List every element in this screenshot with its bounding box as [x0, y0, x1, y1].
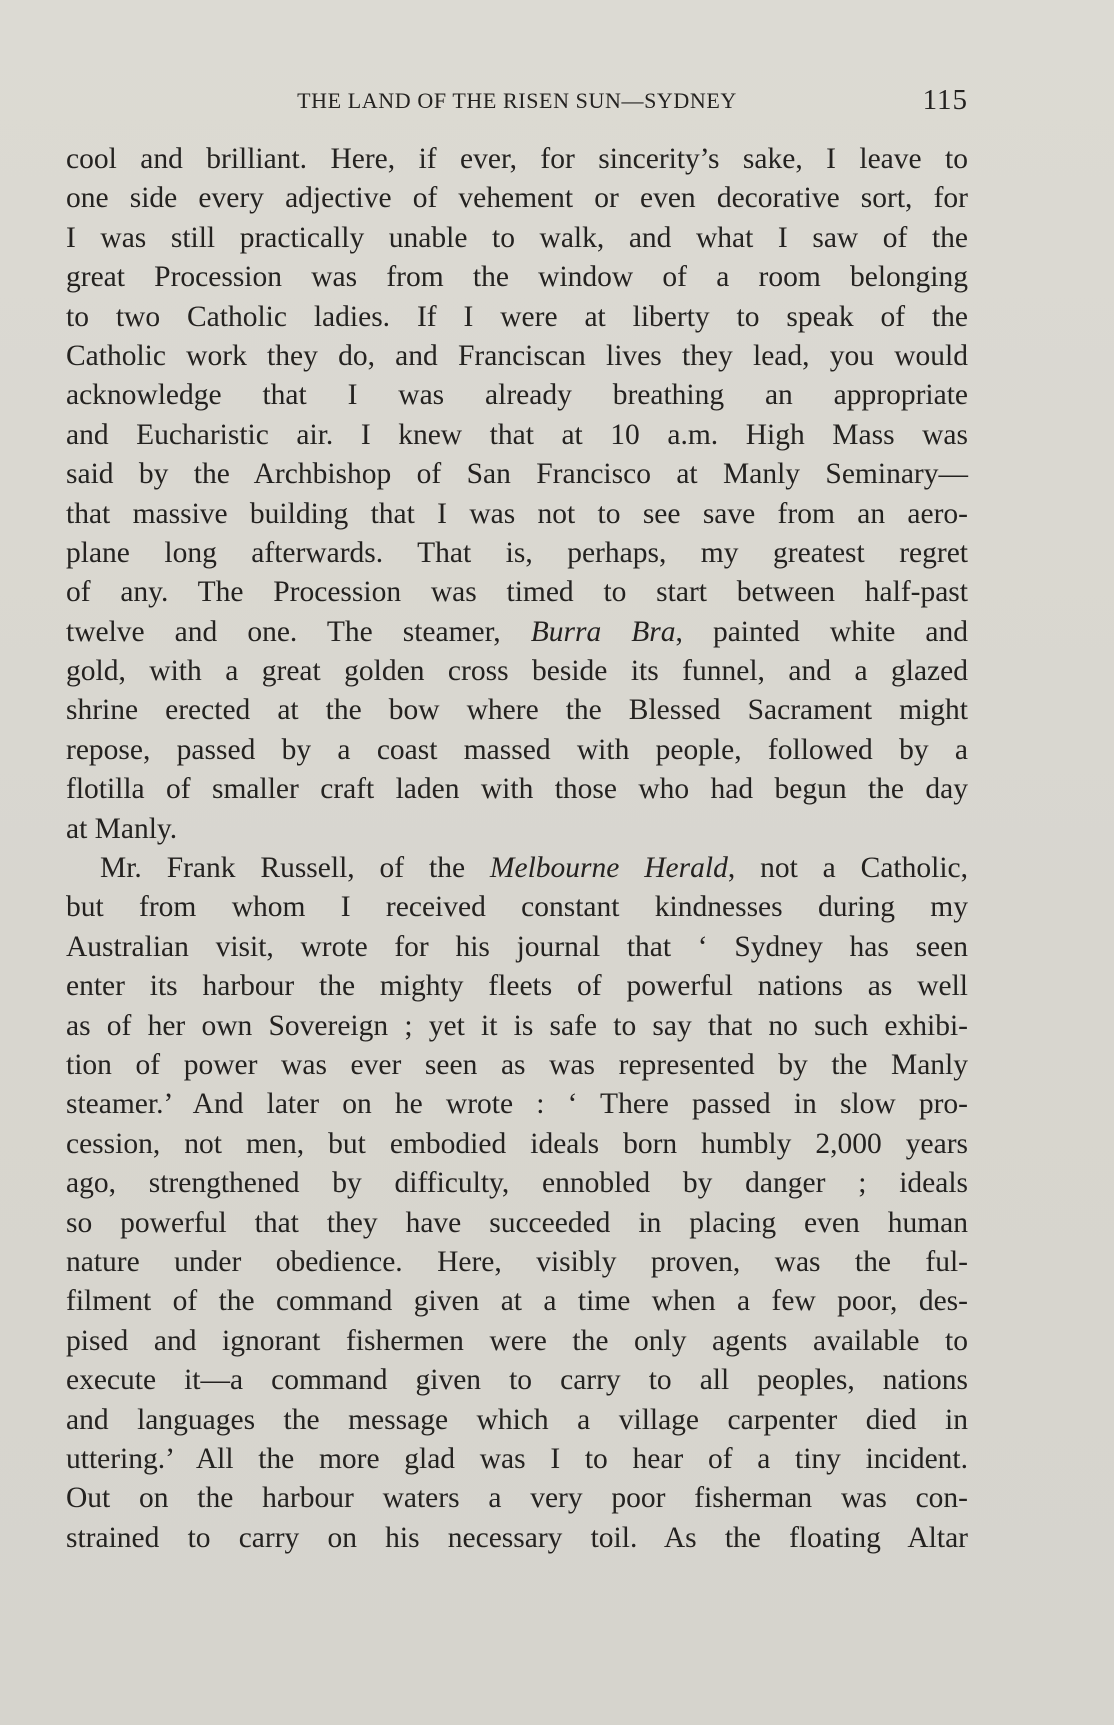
text-line: at Manly. [66, 812, 178, 845]
text-fragment: Mr. Frank Russell, of the [100, 852, 490, 885]
text-line: gold, with a great golden cross beside its funnel, and a glazed [66, 655, 968, 688]
page-number: 115 [922, 84, 968, 116]
text-line: acknowledge that I was already breathing an appropriate [66, 379, 968, 412]
text-line: and languages the message which a village carpenter died in [66, 1403, 968, 1436]
text-line: pised and ignorant fishermen were the only agents available to [66, 1324, 968, 1357]
italic-newspaper-name: Melbourne Herald [489, 852, 728, 885]
text-line: execute it—a command given to carry to all peoples, nations [66, 1364, 968, 1397]
text-line: flotilla of smaller craft laden with those who had begun the day [66, 773, 968, 806]
text-line: of any. The Procession was timed to start between half-past [66, 576, 968, 609]
text-line: filment of the command given at a time when a few poor, des- [66, 1285, 968, 1318]
text-line: shrine erected at the bow where the Blessed Sacrament might [66, 694, 968, 727]
italic-ship-name: Burra Bra [530, 615, 676, 648]
running-head-title: THE LAND OF THE RISEN SUN—SYDNEY [297, 88, 737, 113]
body-text [66, 140, 968, 1558]
text-line: strained to carry on his necessary toil. As the floating Altar [66, 1521, 968, 1554]
text-line: tion of power was ever seen as was represented by the Manly [66, 1048, 968, 1081]
text-line: so powerful that they have succeeded in placing even human [66, 1206, 968, 1239]
text-line: steamer.’ And later on he wrote : ‘ There passed in slow pro- [66, 1088, 968, 1121]
text-line: Catholic work they do, and Franciscan lives they lead, you would [66, 339, 968, 372]
text-line-herald [66, 849, 968, 888]
text-line: repose, passed by a coast massed with people, followed by a [66, 733, 968, 766]
text-line: uttering.’ All the more glad was I to hear of a tiny incident. [66, 1442, 968, 1475]
text-line: nature under obedience. Here, visibly proven, was the ful- [66, 1245, 968, 1278]
text-line: said by the Archbishop of San Francisco at Manly Seminary— [66, 458, 968, 491]
text-line: as of her own Sovereign ; yet it is safe to say that no such exhibi- [66, 1009, 968, 1042]
text-line: cession, not men, but embodied ideals born humbly 2,000 years [66, 1127, 968, 1160]
text-line: ago, strengthened by difficulty, ennobled by danger ; ideals [66, 1167, 968, 1200]
text-line: great Procession was from the window of a room belonging [66, 261, 968, 294]
text-line: one side every adjective of vehement or even decorative sort, for [66, 182, 968, 215]
text-line-steamer [66, 613, 968, 652]
text-line: cool and brilliant. Here, if ever, for sincerity’s sake, I leave to [66, 143, 968, 175]
text-line: that massive building that I was not to see save from an aero- [66, 497, 968, 530]
text-fragment: twelve and one. The steamer, [66, 615, 531, 648]
text-fragment: , painted white and [675, 615, 969, 648]
text-line: and Eucharistic air. I knew that at 10 a.m. High Mass was [66, 418, 968, 451]
text-line: to two Catholic ladies. If I were at liberty to speak of the [66, 300, 968, 333]
text-line: but from whom I received constant kindnesses during my [66, 891, 968, 924]
text-line: Australian visit, wrote for his journal that ‘ Sydney has seen [66, 930, 968, 963]
text-line: I was still practically unable to walk, and what I saw of the [66, 221, 968, 254]
text-line: enter its harbour the mighty fleets of powerful nations as well [66, 970, 968, 1003]
text-line: Out on the harbour waters a very poor fisherman was con- [66, 1482, 968, 1515]
text-fragment: , not a Catholic, [727, 852, 968, 885]
text-line: plane long afterwards. That is, perhaps, my greatest regret [66, 536, 968, 569]
